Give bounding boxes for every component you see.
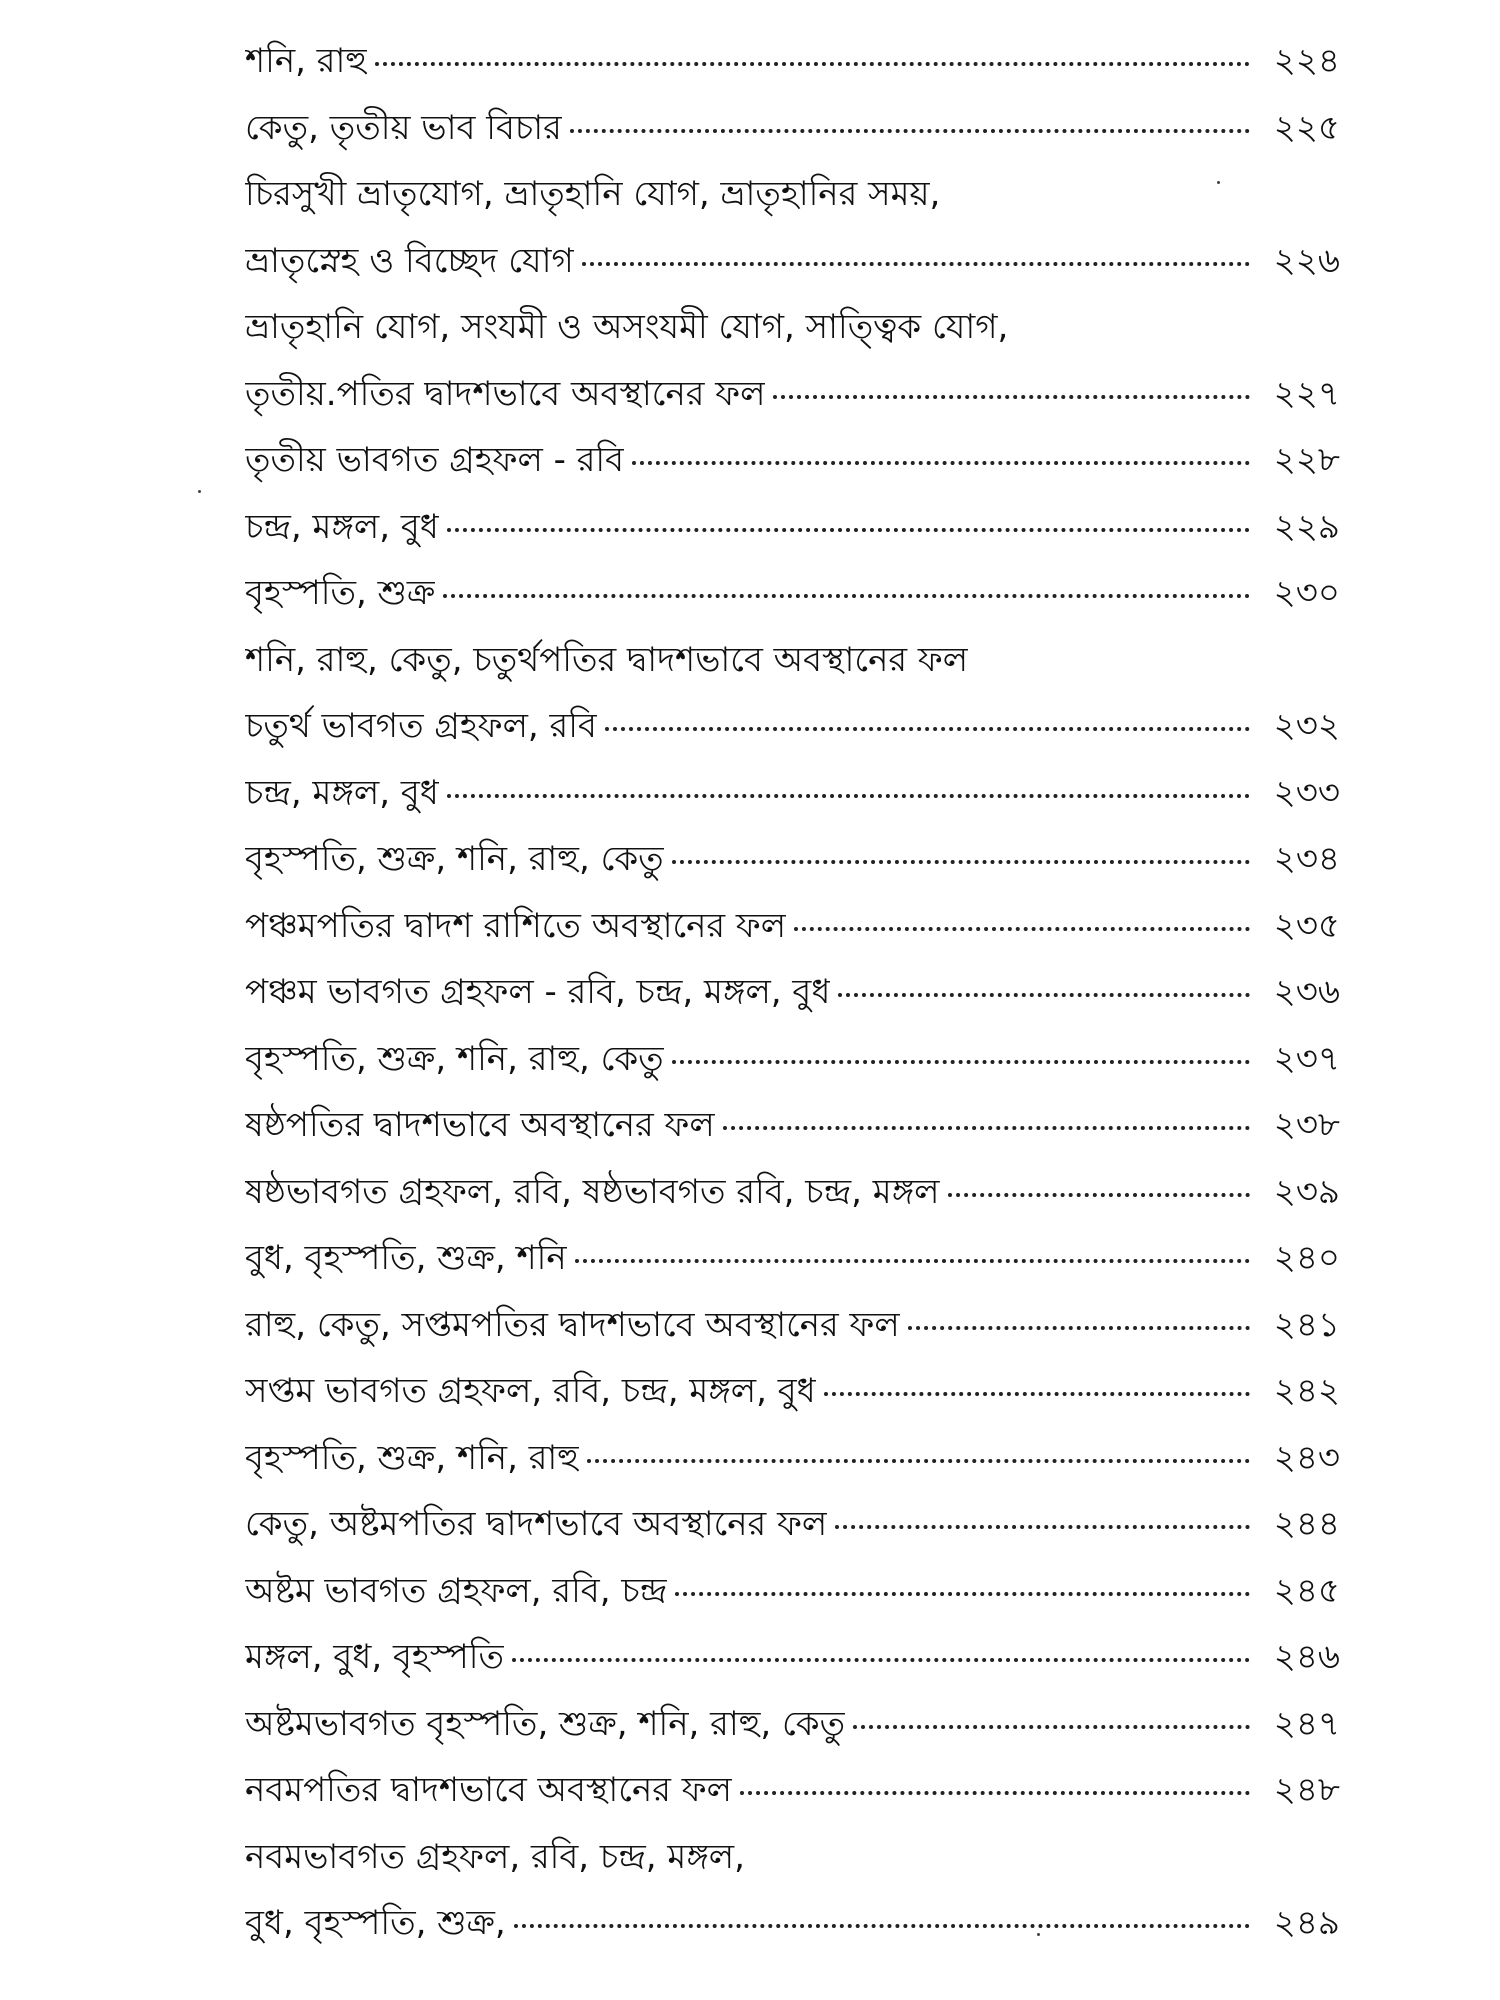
dot-leader [794,926,1250,931]
toc-entry [245,1824,1340,1891]
dot-leader [447,793,1250,798]
toc-entry [245,1225,1340,1292]
toc-entry [245,1425,1340,1492]
toc-entry-page-number: ২৩৩ [1273,772,1340,813]
toc-entry-title: অষ্টমভাবগত বৃহস্পতি, শুক্র, শনি, রাহু, কেতু [245,1703,846,1744]
toc-entry-title: শনি, রাহু [245,41,368,81]
toc-entry-page-number: ২৩২ [1273,706,1340,746]
dot-leader [838,992,1250,997]
toc-entry-title: তৃতীয়.পতির দ্বাদশভাবে অবস্থানের ফল [245,373,766,414]
toc-entry [245,1757,1340,1824]
dot-leader [512,1657,1250,1662]
toc-entry-title: চিরসুখী ভ্রাতৃযোগ, ভ্রাতৃহানি যোগ, ভ্রাতৃহানির সময়, [245,174,941,214]
dot-leader [443,593,1250,598]
toc-entry-page-number: ২৪৭ [1273,1703,1340,1744]
toc-entry-title: বৃহস্পতি, শুক্র, শনি, রাহু [245,1437,579,1478]
dot-leader [773,394,1250,399]
toc-entry [245,1624,1340,1691]
toc-entry-title: পঞ্চমপতির দ্বাদশ রাশিতে অবস্থানের ফল [245,905,787,946]
toc-entry [245,1159,1340,1226]
toc-entry-title: কেতু, অষ্টমপতির দ্বাদশভাবে অবস্থানের ফল [245,1504,828,1544]
toc-entry-page-number: ২৪৮ [1273,1770,1340,1810]
toc-entry-page-number: ২২৮ [1273,440,1340,480]
dot-leader [853,1724,1250,1729]
toc-entry [245,693,1340,760]
dot-leader [723,1125,1250,1130]
toc-entry [245,1292,1340,1359]
toc-entry [245,1092,1340,1159]
toc-entry [245,1691,1340,1758]
toc-entry [245,294,1340,361]
table-of-contents [245,28,1340,1957]
toc-entry [245,1491,1340,1558]
toc-entry [245,959,1340,1026]
toc-entry-title: চন্দ্র, মঙ্গল, বুধ [245,772,439,813]
toc-entry-title: তৃতীয় ভাবগত গ্রহফল - রবি [245,440,625,480]
toc-entry-page-number: ২৩৭ [1273,1038,1340,1079]
toc-entry-title: নবমভাবগত গ্রহফল, রবি, চন্দ্র, মঙ্গল, [245,1836,745,1877]
toc-entry [245,494,1340,561]
toc-entry-title: অষ্টম ভাবগত গ্রহফল, রবি, চন্দ্র [245,1570,668,1611]
toc-entry [245,161,1340,228]
toc-entry-page-number: ২২৪ [1273,41,1340,81]
dot-leader [587,1458,1250,1463]
toc-entry-page-number: ২৪১ [1273,1304,1340,1345]
toc-entry [245,1358,1340,1425]
toc-entry [245,361,1340,428]
toc-entry [245,1558,1340,1625]
scan-speck [198,490,201,493]
toc-entry-page-number: ২৩৬ [1273,972,1340,1012]
scan-speck [1217,181,1220,184]
toc-entry [245,1026,1340,1093]
toc-entry [245,627,1340,694]
toc-entry-page-number: ২৪৬ [1273,1637,1340,1677]
toc-entry-page-number: ২৪০ [1273,1238,1340,1278]
dot-leader [575,1258,1250,1263]
dot-leader [908,1325,1250,1330]
toc-entry-title: বৃহস্পতি, শুক্র, শনি, রাহু, কেতু [245,839,664,879]
toc-entry-title: বুধ, বৃহস্পতি, শুক্র, [245,1903,506,1943]
toc-entry-page-number: ২৩৪ [1273,839,1340,879]
toc-entry-title: বৃহস্পতি, শুক্র, শনি, রাহু, কেতু [245,1038,664,1079]
toc-entry [245,95,1340,162]
dot-leader [675,1591,1250,1596]
dot-leader [582,261,1250,266]
toc-entry-title: সপ্তম ভাবগত গ্রহফল, রবি, চন্দ্র, মঙ্গল, বুধ [245,1371,816,1411]
toc-entry-page-number: ২৩৫ [1273,905,1340,946]
dot-leader [447,527,1250,532]
toc-entry-page-number: ২২৫ [1273,107,1340,148]
toc-entry-page-number: ২৪৪ [1273,1504,1340,1544]
toc-entry-page-number: ২২৯ [1273,506,1340,547]
toc-entry-page-number: ২২৭ [1273,373,1340,414]
toc-entry-title: বৃহস্পতি, শুক্র [245,573,436,613]
toc-entry-title: শনি, রাহু, কেতু, চতুর্থপতির দ্বাদশভাবে অবস্থানের ফল [245,639,969,680]
toc-entry-page-number: ২৪৩ [1273,1437,1340,1478]
scan-speck [1037,1933,1040,1936]
toc-entry [245,893,1340,960]
toc-entry-page-number: ২২৬ [1273,240,1340,281]
toc-entry-title: ভ্রাতৃহানি যোগ, সংযমী ও অসংযমী যোগ, সাত্ত্বিক যোগ, [245,307,1009,347]
toc-entry-title: কেতু, তৃতীয় ভাব বিচার [245,107,562,148]
dot-leader [740,1790,1250,1795]
dot-leader [605,726,1250,731]
toc-entry [245,28,1340,95]
dot-leader [375,61,1250,66]
dot-leader [948,1192,1250,1197]
toc-entry-title: ভ্রাতৃস্নেহ ও বিচ্ছেদ যোগ [245,240,574,281]
toc-entry-page-number: ২৩৮ [1273,1105,1340,1145]
dot-leader [632,460,1250,465]
toc-entry-page-number: ২৩৯ [1273,1171,1340,1212]
toc-entry [245,560,1340,627]
dot-leader [672,859,1250,864]
toc-entry-title: রাহু, কেতু, সপ্তমপতির দ্বাদশভাবে অবস্থানের ফল [245,1304,900,1345]
toc-entry-page-number: ২৪২ [1273,1371,1340,1411]
toc-entry-title: ষষ্ঠভাবগত গ্রহফল, রবি, ষষ্ঠভাবগত রবি, চন্দ্র, মঙ্গল [245,1171,940,1212]
dot-leader [824,1391,1250,1396]
toc-entry [245,760,1340,827]
dot-leader [672,1059,1250,1064]
toc-entry-title: চতুর্থ ভাবগত গ্রহফল, রবি [245,706,597,746]
toc-entry-title: চন্দ্র, মঙ্গল, বুধ [245,506,439,547]
toc-entry-page-number: ২৩০ [1273,573,1340,613]
dot-leader [835,1524,1250,1529]
toc-entry-title: নবমপতির দ্বাদশভাবে অবস্থানের ফল [245,1770,732,1810]
dot-leader [570,128,1250,133]
toc-entry [245,1890,1340,1957]
dot-leader [514,1923,1250,1928]
toc-entry-page-number: ২৪৫ [1273,1570,1340,1611]
toc-entry [245,427,1340,494]
toc-entry-title: পঞ্চম ভাবগত গ্রহফল - রবি, চন্দ্র, মঙ্গল, বুধ [245,972,831,1012]
toc-entry-page-number: ২৪৯ [1273,1903,1340,1943]
toc-entry-title: ষষ্ঠপতির দ্বাদশভাবে অবস্থানের ফল [245,1105,715,1145]
toc-entry [245,228,1340,295]
toc-entry-title: বুধ, বৃহস্পতি, শুক্র, শনি [245,1238,567,1278]
toc-entry [245,826,1340,893]
toc-entry-title: মঙ্গল, বুধ, বৃহস্পতি [245,1637,504,1677]
